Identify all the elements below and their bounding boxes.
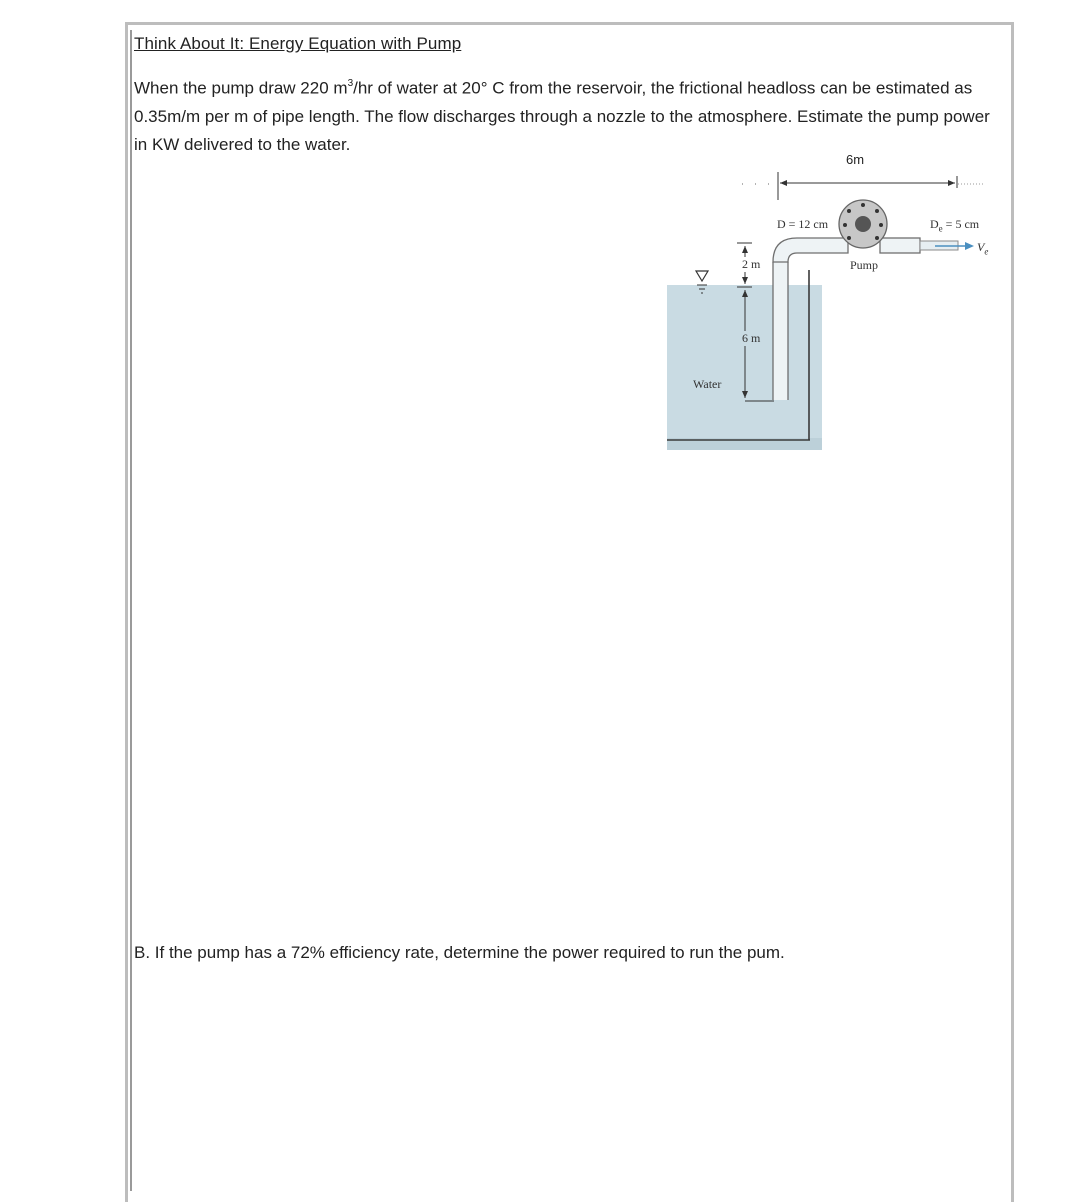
problem-superscript: 3 [347, 78, 354, 89]
exit-velocity-arrowhead [965, 242, 974, 250]
lower-height-label: 6 m [742, 331, 761, 345]
pump-bolt [861, 203, 865, 207]
exit-velocity-label [977, 240, 988, 256]
discharge-pipe [880, 238, 920, 253]
heading: Think About It: Energy Equation with Pump [134, 34, 462, 53]
pump-bolt [879, 223, 883, 227]
pump-bolt [847, 209, 851, 213]
pipe-elbow [773, 238, 848, 262]
nozzle-diameter-label [930, 217, 979, 233]
pump-hub [855, 216, 871, 232]
problem-text-1: When the pump draw 220 m [134, 78, 348, 98]
upper-height-label: 2 m [742, 257, 761, 271]
pump-bolt [847, 236, 851, 240]
suction-pipe [773, 262, 788, 400]
water-surface-symbol [696, 271, 708, 281]
pump-bolt [843, 223, 847, 227]
problem-text-2: /hr of water at 20° C from the reservoir, the frictional headloss can be estimated as 0.35m/m per m of pipe length. The flow discharges through a nozzle to the atmosphere. Estimate the pump power in KW delivered to the water. [134, 78, 990, 154]
dim-2m-arrow-bottom [742, 277, 748, 284]
pump-label: Pump [850, 258, 879, 272]
pipe-diameter-label: D = 12 cm [777, 217, 829, 231]
velocity-sub: e [984, 246, 989, 257]
water-label: Water [693, 377, 722, 391]
dim-6m-arrow-left [780, 180, 787, 186]
nozzle-diameter-rest: = 5 cm [942, 217, 980, 231]
nozzle-diameter-main: D [930, 217, 939, 231]
pump-bolt [875, 236, 879, 240]
pump-bolt [875, 209, 879, 213]
dim-6m-arrow-right [948, 180, 955, 186]
nozzle-diameter-sub: e [938, 223, 943, 234]
dim-2m-arrow-top [742, 246, 748, 253]
velocity-main: V [977, 240, 985, 254]
horizontal-length-label: 6m [846, 152, 865, 167]
part-b-question: B. If the pump has a 72% efficiency rate, determine the power required to run the pum. [134, 943, 785, 962]
